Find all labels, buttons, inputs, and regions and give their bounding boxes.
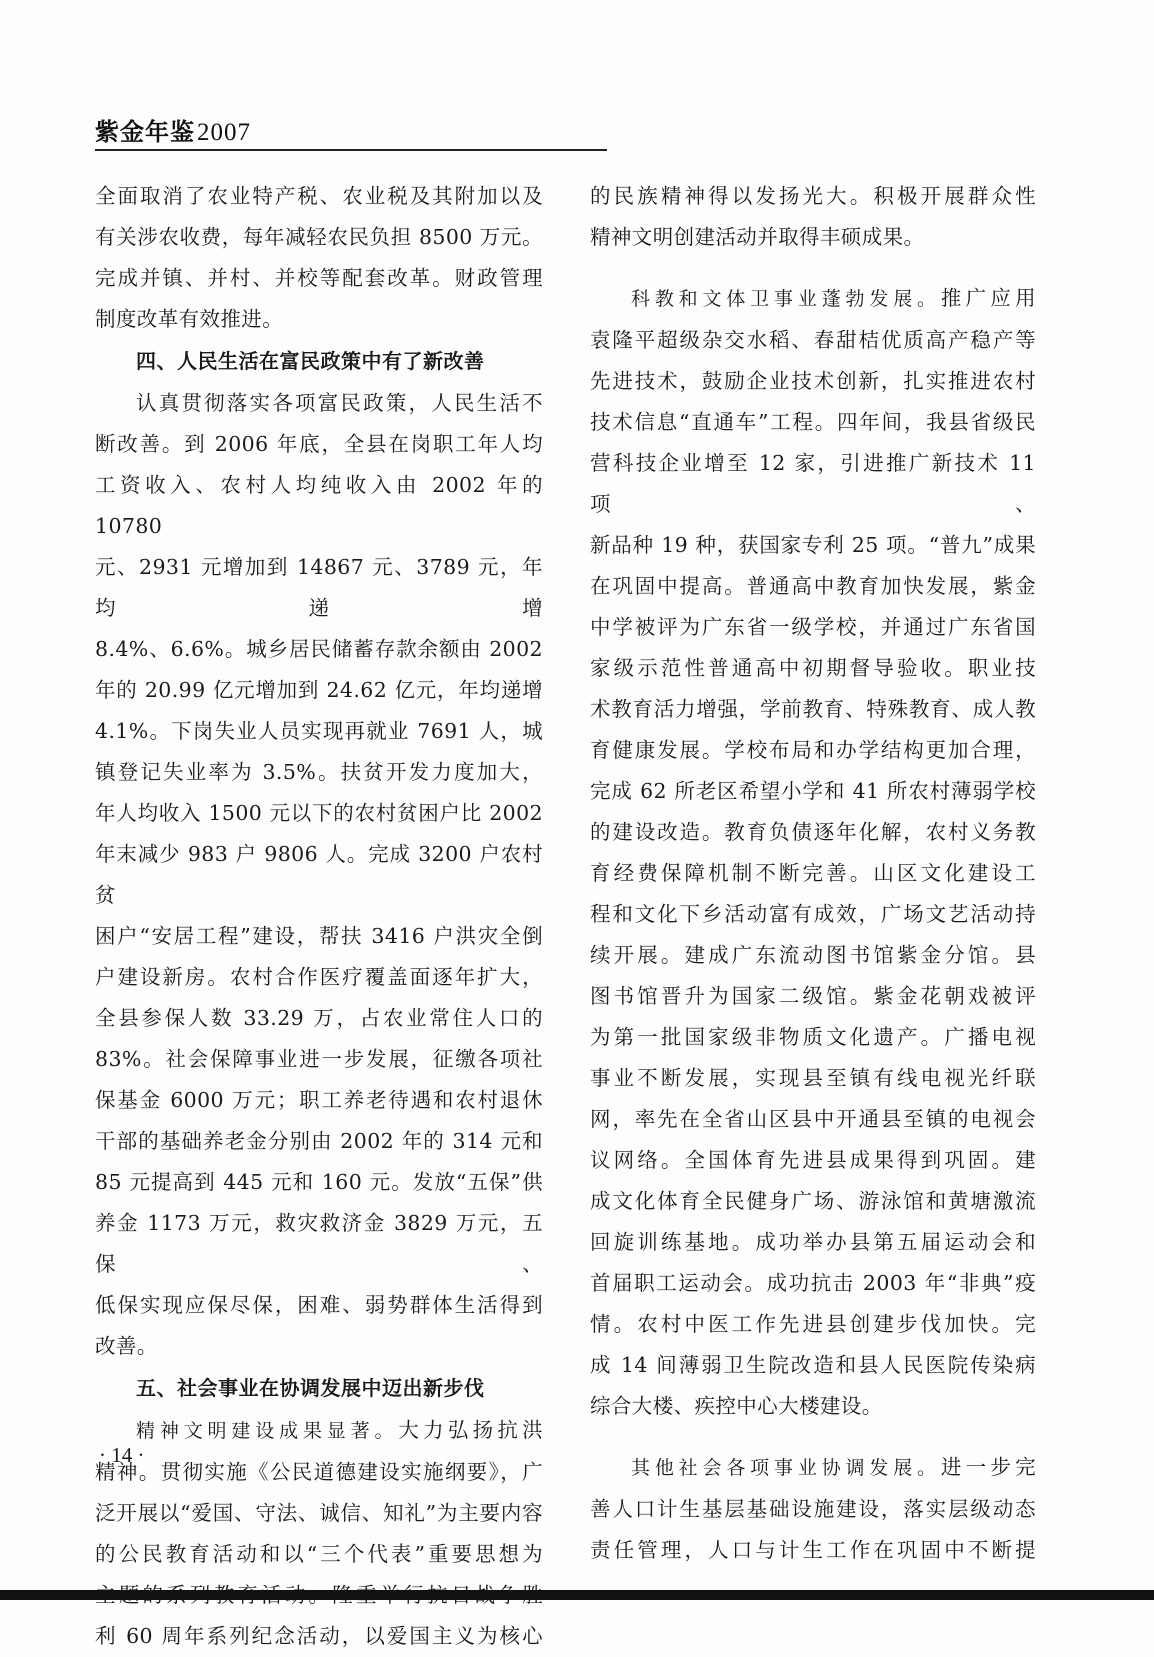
yearbook-title: 紫金年鉴 bbox=[95, 118, 195, 146]
text-line: 利 60 周年系列纪念活动，以爱国主义为核心 bbox=[95, 1624, 543, 1648]
text-line: 制度改革有效推进。 bbox=[95, 307, 284, 331]
paragraph-finance-reform bbox=[95, 176, 543, 340]
text-line: 保基金 6000 万元；职工养老待遇和农村退休 bbox=[95, 1088, 543, 1112]
text-line: 完成 62 所老区希望小学和 41 所农村薄弱学校 bbox=[590, 779, 1036, 803]
text-line: 先进技术，鼓励企业技术创新，扎实推进农村 bbox=[590, 369, 1036, 393]
text-line: 年人均收入 1500 元以下的农村贫困户比 2002 bbox=[95, 801, 543, 825]
paragraph-lead: 其他社会各项事业协调发展。 bbox=[631, 1457, 941, 1479]
text-line: 83%。社会保障事业进一步发展，征缴各项社 bbox=[95, 1047, 543, 1071]
text-line: 精神文明创建活动并取得丰硕成果。 bbox=[590, 225, 925, 249]
text-line: 户建设新房。农村合作医疗覆盖面逐年扩大， bbox=[95, 965, 543, 989]
text-line bbox=[590, 278, 1036, 320]
text-line: 4.1%。下岗失业人员实现再就业 7691 人，城 bbox=[95, 719, 543, 743]
text-line: 年的 20.99 亿元增加到 24.62 亿元，年均递增 bbox=[95, 678, 543, 702]
text-line: 术教育活力增强，学前教育、特殊教育、成人教 bbox=[590, 697, 1036, 721]
text-line: 的公民教育活动和以“三个代表”重要思想为 bbox=[95, 1542, 543, 1566]
paragraph-gap bbox=[590, 258, 1036, 278]
text-line: 成 14 间薄弱卫生院改造和县人民医院传染病 bbox=[590, 1353, 1036, 1377]
text-line: 育健康发展。学校布局和办学结构更加合理， bbox=[590, 738, 1036, 762]
text-line: 干部的基础养老金分别由 2002 年的 314 元和 bbox=[95, 1129, 543, 1153]
text-line: 完成并镇、并村、并校等配套改革。财政管理 bbox=[95, 266, 543, 290]
paragraph-other-social-undertakings bbox=[590, 1447, 1036, 1571]
text-line: 改善。 bbox=[95, 1334, 158, 1358]
paragraph-lead: 科教和文体卫事业蓬勃发展。 bbox=[631, 288, 941, 310]
text-line: 泛开展以“爱国、守法、诚信、知礼”为主要内容 bbox=[95, 1501, 543, 1525]
text-line: 新品种 19 种，获国家专利 25 项。“普九”成果 bbox=[590, 533, 1036, 557]
text-line: 营科技企业增至 12 家，引进推广新技术 11 项、 bbox=[590, 451, 1036, 516]
text-line: 8.4%、6.6%。城乡居民储蓄存款余额由 2002 bbox=[95, 637, 543, 661]
text-line: 元、2931 元增加到 14867 元、3789 元，年均递增 bbox=[95, 555, 543, 620]
text-line: 育经费保障机制不断完善。山区文化建设工 bbox=[590, 861, 1036, 885]
right-column bbox=[590, 176, 1036, 1571]
text-run: 进一步完 bbox=[940, 1455, 1036, 1479]
paragraph-science-education-culture bbox=[590, 278, 1036, 1427]
text-line: 议网络。全国体育先进县成果得到巩固。建 bbox=[590, 1148, 1036, 1172]
text-line: 成文化体育全民健身广场、游泳馆和黄塘激流 bbox=[590, 1189, 1036, 1213]
text-line: 责任管理，人口与计生工作在巩固中不断提 bbox=[590, 1538, 1036, 1562]
paragraph-continuation bbox=[590, 176, 1036, 258]
running-header bbox=[95, 112, 251, 147]
text-line: 困户“安居工程”建设，帮扶 3416 户洪灾全倒 bbox=[95, 924, 543, 948]
text-run: 推广应用 bbox=[940, 286, 1036, 310]
header-rule bbox=[95, 149, 607, 151]
paragraph-livelihood bbox=[95, 383, 543, 1367]
text-line: 认真贯彻落实各项富民政策，人民生活不 bbox=[136, 391, 543, 415]
text-line: 综合大楼、疾控中心大楼建设。 bbox=[590, 1394, 883, 1418]
section-heading-4: 四、人民生活在富民政策中有了新改善 bbox=[136, 349, 485, 373]
text-line: 袁隆平超级杂交水稻、春甜桔优质高产稳产等 bbox=[590, 328, 1036, 352]
text-line: 全县参保人数 33.29 万，占农业常住人口的 bbox=[95, 1006, 543, 1030]
text-line: 事业不断发展，实现县至镇有线电视光纤联 bbox=[590, 1066, 1036, 1090]
text-line: 年末减少 983 户 9806 人。完成 3200 户农村贫 bbox=[95, 842, 543, 907]
text-line: 全面取消了农业特产税、农业税及其附加以及 bbox=[95, 184, 543, 208]
text-line: 回旋训练基地。成功举办县第五届运动会和 bbox=[590, 1230, 1036, 1254]
paragraph-lead: 精神文明建设成果显著。 bbox=[136, 1420, 399, 1442]
text-line: 技术信息“直通车”工程。四年间，我县省级民 bbox=[590, 410, 1036, 434]
text-line: 为第一批国家级非物质文化遗产。广播电视 bbox=[590, 1025, 1036, 1049]
section-heading-5: 五、社会事业在协调发展中迈出新步伐 bbox=[136, 1376, 485, 1400]
text-line: 在巩固中提高。普通高中教育加快发展，紫金 bbox=[590, 574, 1036, 598]
text-line: 低保实现应保尽保，困难、弱势群体生活得到 bbox=[95, 1293, 543, 1317]
yearbook-year: 2007 bbox=[197, 119, 251, 146]
text-line: 情。农村中医工作先进县创建步伐加快。完 bbox=[590, 1312, 1036, 1336]
text-line: 的民族精神得以发扬光大。积极开展群众性 bbox=[590, 184, 1036, 208]
text-line: 养金 1173 万元，救灾救济金 3829 万元，五保、 bbox=[95, 1211, 543, 1276]
text-line: 有关涉农收费，每年减轻农民负担 8500 万元。 bbox=[95, 225, 543, 249]
text-line: 首届职工运动会。成功抗击 2003 年“非典”疫 bbox=[590, 1271, 1036, 1295]
paragraph-gap bbox=[590, 1427, 1036, 1447]
text-line: 镇登记失业率为 3.5%。扶贫开发力度加大， bbox=[95, 760, 543, 784]
text-line: 善人口计生基层基础设施建设，落实层级动态 bbox=[590, 1497, 1036, 1521]
text-line bbox=[95, 1410, 543, 1452]
text-line: 程和文化下乡活动富有成效，广场文艺活动持 bbox=[590, 902, 1036, 926]
paragraph-spiritual-civilization bbox=[95, 1410, 543, 1657]
left-column bbox=[95, 176, 543, 1657]
text-line: 工资收入、农村人均纯收入由 2002 年的 10780 bbox=[95, 473, 543, 538]
text-line bbox=[590, 1447, 1036, 1489]
text-line: 85 元提高到 445 元和 160 元。发放“五保”供 bbox=[95, 1170, 543, 1194]
text-line: 精神。贯彻实施《公民道德建设实施纲要》，广 bbox=[95, 1460, 543, 1484]
text-line: 续开展。建成广东流动图书馆紫金分馆。县 bbox=[590, 943, 1036, 967]
text-line: 中学被评为广东省一级学校，并通过广东省国 bbox=[590, 615, 1036, 639]
scan-edge-bar bbox=[0, 1590, 1154, 1600]
text-line: 的建设改造。教育负债逐年化解，农村义务教 bbox=[590, 820, 1036, 844]
page-number: · 14 · bbox=[99, 1443, 145, 1467]
text-line: 家级示范性普通高中初期督导验收。职业技 bbox=[590, 656, 1036, 680]
text-line: 图书馆晋升为国家二级馆。紫金花朝戏被评 bbox=[590, 984, 1036, 1008]
text-run: 大力弘扬抗洪 bbox=[398, 1418, 543, 1442]
text-line: 断改善。到 2006 年底，全县在岗职工年人均 bbox=[95, 432, 543, 456]
text-line: 网，率先在全省山区县中开通县至镇的电视会 bbox=[590, 1107, 1036, 1131]
